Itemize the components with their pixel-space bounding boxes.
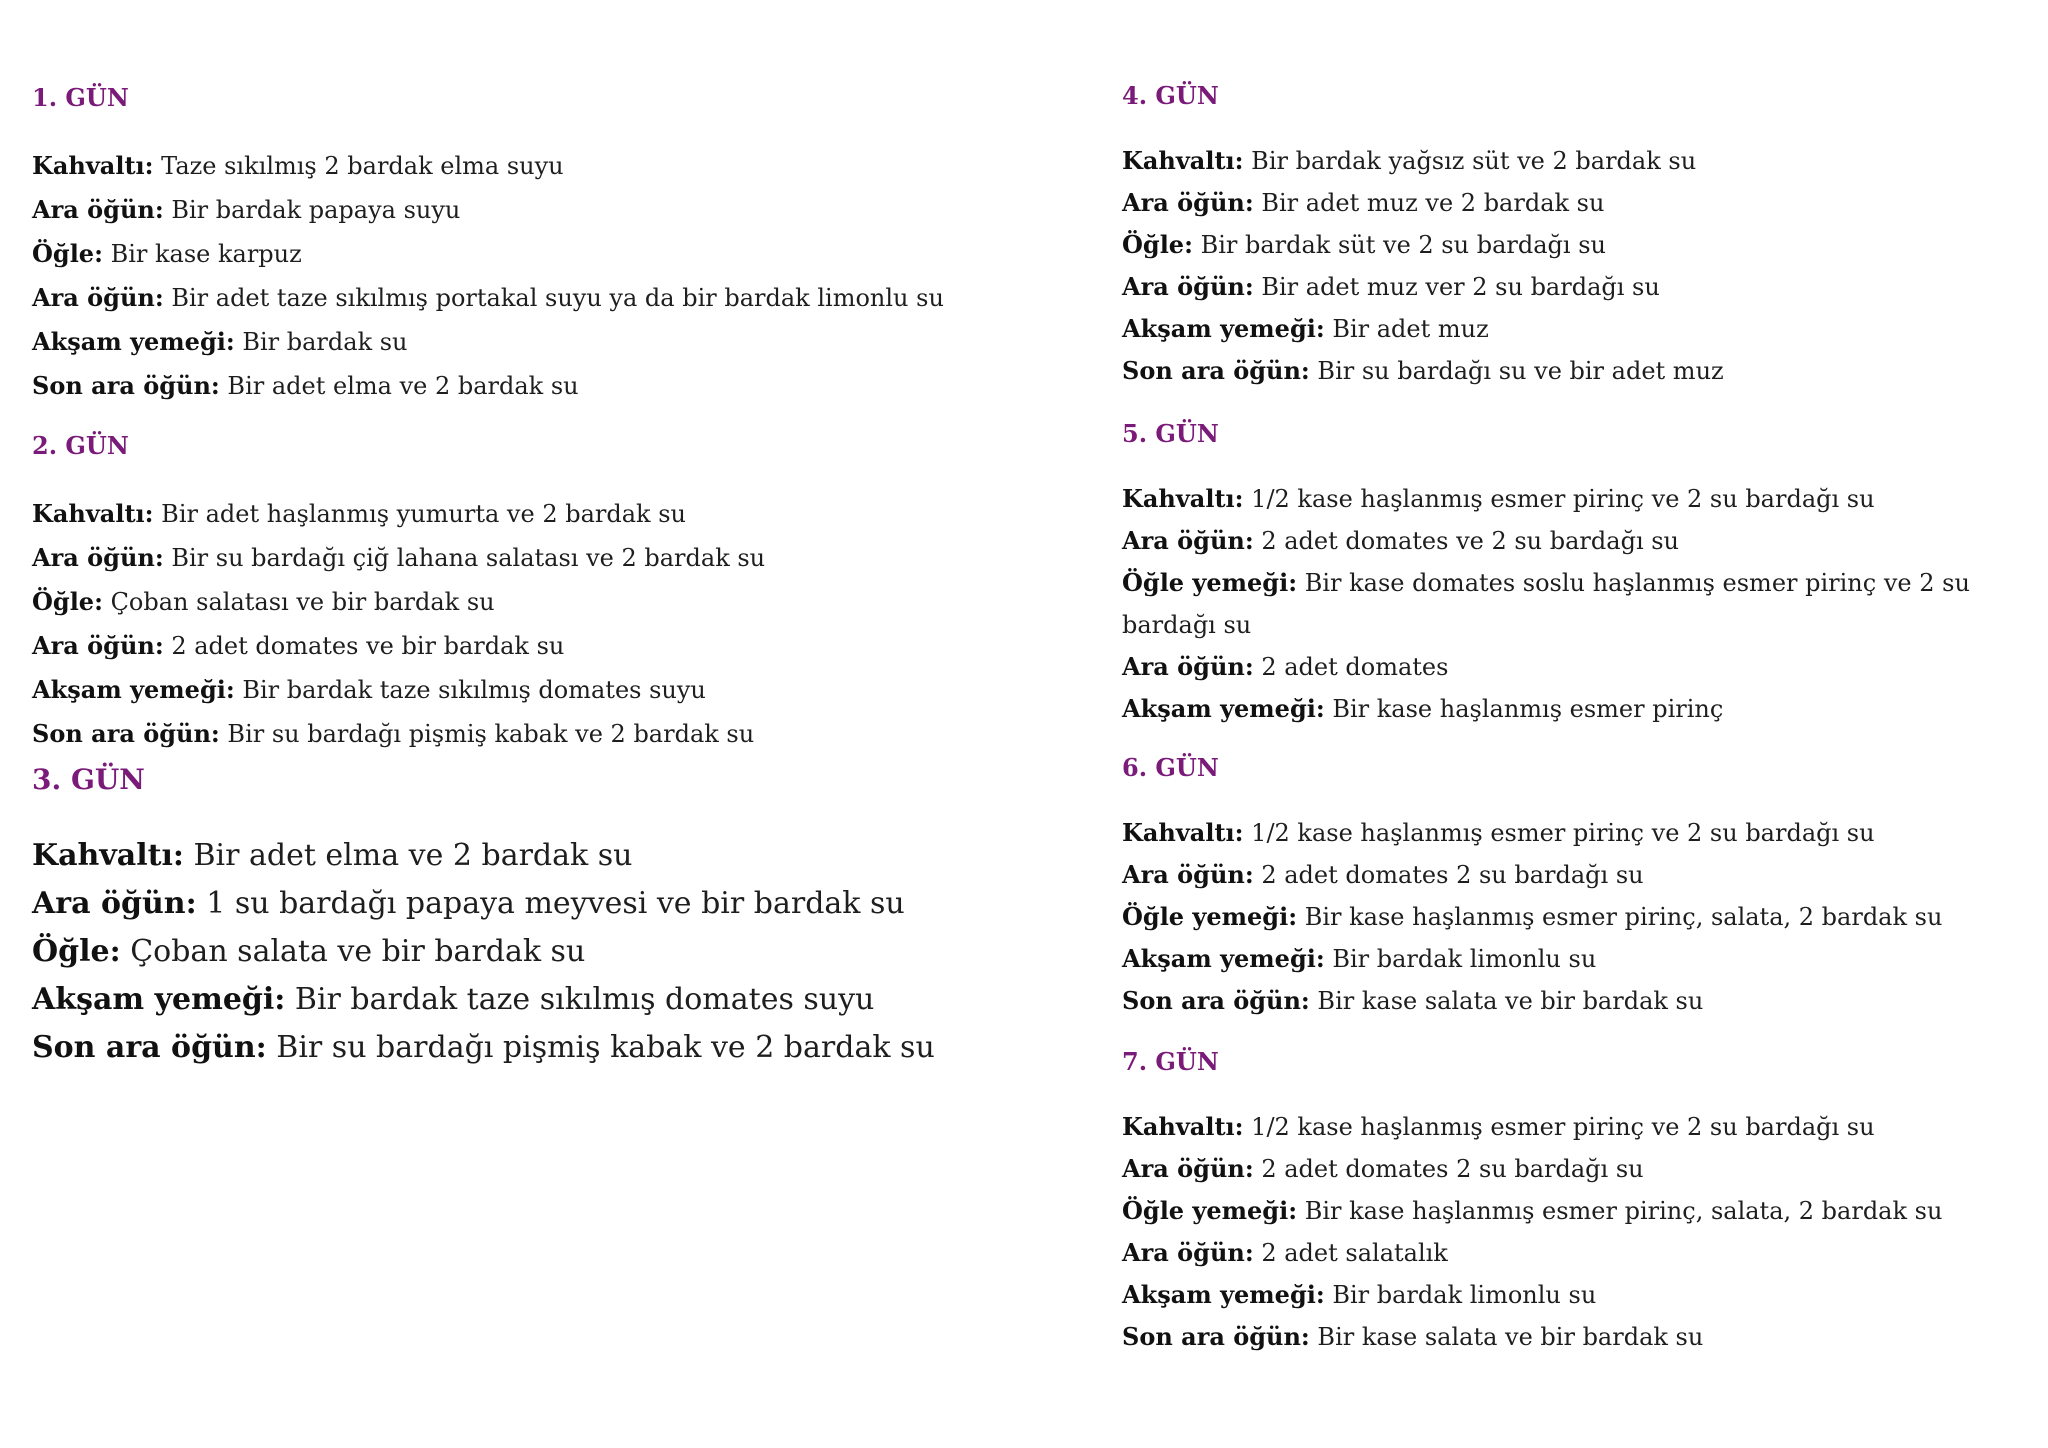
meal-item <box>1122 938 1942 980</box>
meal-label: Son ara öğün: <box>1122 986 1310 1015</box>
meal-item <box>1122 224 1724 266</box>
meal-label: Ara öğün: <box>1122 1154 1254 1183</box>
meal-text: Çoban salatası ve bir bardak su <box>102 588 495 616</box>
meal-text: Bir adet muz ve 2 bardak su <box>1253 189 1605 217</box>
meal-item <box>32 276 944 320</box>
meal-text: Bir bardak taze sıkılmış domates suyu <box>285 982 875 1017</box>
meal-label: Kahvaltı: <box>1122 1112 1244 1141</box>
meal-item <box>32 320 944 364</box>
meal-item <box>32 144 944 188</box>
meal-item <box>1122 562 2042 646</box>
meal-item <box>1122 1106 1942 1148</box>
meal-text: Bir kase haşlanmış esmer pirinç <box>1324 695 1724 723</box>
day-title: 4. GÜN <box>1122 81 1219 110</box>
meal-label: Akşam yemeği: <box>1122 1280 1325 1309</box>
meal-label: Ara öğün: <box>32 886 197 921</box>
meal-label: Akşam yemeği: <box>1122 944 1325 973</box>
meal-item <box>32 976 935 1024</box>
meal-item <box>32 580 765 624</box>
meal-item <box>1122 980 1942 1022</box>
meal-label: Ara öğün: <box>32 283 164 312</box>
meal-label: Akşam yemeği: <box>32 675 235 704</box>
meal-text: Bir kase salata ve bir bardak su <box>1309 987 1704 1015</box>
meal-item <box>32 832 935 880</box>
meal-item <box>32 624 765 668</box>
meal-list <box>32 144 944 408</box>
meal-item <box>1122 140 1724 182</box>
meal-text: Çoban salata ve bir bardak su <box>120 934 586 969</box>
meal-label: Son ara öğün: <box>32 1030 267 1065</box>
meal-label: Ara öğün: <box>1122 860 1254 889</box>
meal-list <box>1122 1106 1942 1358</box>
meal-item <box>32 492 765 536</box>
meal-item <box>1122 812 1942 854</box>
meal-label: Kahvaltı: <box>32 499 154 528</box>
meal-text: Bir kase haşlanmış esmer pirinç, salata, 2 bardak su <box>1297 903 1943 931</box>
meal-item <box>1122 266 1724 308</box>
meal-text: Bir adet muz <box>1324 315 1489 343</box>
meal-label: Ara öğün: <box>32 195 164 224</box>
meal-item <box>32 1024 935 1072</box>
meal-label: Kahvaltı: <box>32 838 184 873</box>
day-1-section <box>32 82 944 408</box>
meal-item <box>32 928 935 976</box>
meal-label: Ara öğün: <box>1122 1238 1254 1267</box>
meal-list <box>32 832 935 1072</box>
day-title: 7. GÜN <box>1122 1047 1219 1076</box>
meal-label: Kahvaltı: <box>1122 818 1244 847</box>
meal-label: Son ara öğün: <box>32 719 220 748</box>
meal-text: Bir adet elma ve 2 bardak su <box>183 838 633 873</box>
meal-text: Bir su bardağı pişmiş kabak ve 2 bardak su <box>219 720 755 748</box>
meal-label: Ara öğün: <box>32 543 164 572</box>
meal-label: Ara öğün: <box>1122 188 1254 217</box>
meal-item <box>1122 1274 1942 1316</box>
meal-label: Akşam yemeği: <box>1122 694 1325 723</box>
meal-label: Son ara öğün: <box>32 371 220 400</box>
meal-text: Bir bardak limonlu su <box>1324 945 1597 973</box>
day-title: 5. GÜN <box>1122 419 1219 448</box>
meal-item <box>1122 1190 1942 1232</box>
meal-text: Bir kase haşlanmış esmer pirinç, salata, 2 bardak su <box>1297 1197 1943 1225</box>
meal-text: 1/2 kase haşlanmış esmer pirinç ve 2 su bardağı su <box>1243 1113 1875 1141</box>
day-title: 1. GÜN <box>32 83 129 112</box>
meal-label: Ara öğün: <box>1122 272 1254 301</box>
meal-item <box>1122 1148 1942 1190</box>
meal-item <box>32 188 944 232</box>
meal-item <box>1122 646 2042 688</box>
meal-list <box>1122 812 1942 1022</box>
meal-text: Bir adet taze sıkılmış portakal suyu ya da bir bardak limonlu su <box>163 284 944 312</box>
meal-item <box>1122 308 1724 350</box>
meal-item <box>1122 350 1724 392</box>
meal-text: 2 adet domates 2 su bardağı su <box>1253 861 1644 889</box>
meal-label: Öğle: <box>32 587 103 616</box>
meal-text: Bir bardak papaya suyu <box>163 196 461 224</box>
meal-item <box>32 712 765 756</box>
meal-text: Bir adet muz ver 2 su bardağı su <box>1253 273 1660 301</box>
meal-text: Bir adet elma ve 2 bardak su <box>219 372 579 400</box>
meal-text: Bir kase karpuz <box>102 240 302 268</box>
meal-label: Akşam yemeği: <box>32 327 235 356</box>
meal-text: 2 adet domates ve bir bardak su <box>163 632 565 660</box>
meal-item <box>32 364 944 408</box>
meal-label: Kahvaltı: <box>32 151 154 180</box>
day-7-section <box>1122 1046 1942 1358</box>
meal-list <box>32 492 765 756</box>
meal-label: Son ara öğün: <box>1122 1322 1310 1351</box>
meal-item <box>1122 896 1942 938</box>
meal-label: Ara öğün: <box>1122 526 1254 555</box>
day-title: 2. GÜN <box>32 431 129 460</box>
meal-text: Bir kase domates soslu haşlanmış esmer pirinç ve 2 su bardağı su <box>1122 569 1970 639</box>
meal-text: Bir adet haşlanmış yumurta ve 2 bardak su <box>153 500 686 528</box>
day-title: 3. GÜN <box>32 763 145 796</box>
meal-label: Öğle: <box>32 239 103 268</box>
meal-list <box>1122 140 1724 392</box>
meal-label: Öğle yemeği: <box>1122 568 1298 597</box>
meal-label: Ara öğün: <box>32 631 164 660</box>
meal-label: Akşam yemeği: <box>1122 314 1325 343</box>
day-title: 6. GÜN <box>1122 753 1219 782</box>
meal-text: 2 adet domates ve 2 su bardağı su <box>1253 527 1680 555</box>
meal-list <box>1122 478 2042 730</box>
meal-label: Öğle yemeği: <box>1122 1196 1298 1225</box>
day-6-section <box>1122 752 1942 1022</box>
meal-text: 1/2 kase haşlanmış esmer pirinç ve 2 su bardağı su <box>1243 819 1875 847</box>
meal-text: Bir bardak yağsız süt ve 2 bardak su <box>1243 147 1697 175</box>
meal-item <box>1122 182 1724 224</box>
meal-label: Akşam yemeği: <box>32 982 286 1017</box>
meal-label: Öğle yemeği: <box>1122 902 1298 931</box>
meal-item <box>1122 478 2042 520</box>
meal-text: Bir su bardağı su ve bir adet muz <box>1309 357 1724 385</box>
meal-text: 2 adet domates <box>1253 653 1449 681</box>
meal-text: Bir kase salata ve bir bardak su <box>1309 1323 1704 1351</box>
meal-item <box>32 668 765 712</box>
meal-item <box>1122 1316 1942 1358</box>
meal-item <box>1122 854 1942 896</box>
meal-text: Bir su bardağı pişmiş kabak ve 2 bardak su <box>266 1030 935 1065</box>
meal-text: Bir bardak su <box>234 328 408 356</box>
meal-text: Bir bardak limonlu su <box>1324 1281 1597 1309</box>
meal-label: Öğle: <box>32 934 121 969</box>
meal-text: Bir su bardağı çiğ lahana salatası ve 2 bardak su <box>163 544 766 572</box>
meal-item <box>1122 520 2042 562</box>
meal-label: Ara öğün: <box>1122 652 1254 681</box>
meal-item <box>32 880 935 928</box>
meal-text: 2 adet salatalık <box>1253 1239 1448 1267</box>
meal-text: Bir bardak süt ve 2 su bardağı su <box>1192 231 1606 259</box>
meal-label: Öğle: <box>1122 230 1193 259</box>
meal-item <box>1122 1232 1942 1274</box>
day-2-section <box>32 430 765 756</box>
meal-text: Taze sıkılmış 2 bardak elma suyu <box>153 152 564 180</box>
meal-text: 1 su bardağı papaya meyvesi ve bir bardak su <box>196 886 905 921</box>
day-3-section <box>32 762 935 1072</box>
meal-text: 2 adet domates 2 su bardağı su <box>1253 1155 1644 1183</box>
meal-text: Bir bardak taze sıkılmış domates suyu <box>234 676 706 704</box>
meal-label: Kahvaltı: <box>1122 484 1244 513</box>
day-5-section <box>1122 418 2042 730</box>
meal-item <box>1122 688 2042 730</box>
meal-text: 1/2 kase haşlanmış esmer pirinç ve 2 su bardağı su <box>1243 485 1875 513</box>
meal-item <box>32 232 944 276</box>
meal-label: Son ara öğün: <box>1122 356 1310 385</box>
meal-label: Kahvaltı: <box>1122 146 1244 175</box>
day-4-section <box>1122 80 1724 392</box>
meal-item <box>32 536 765 580</box>
